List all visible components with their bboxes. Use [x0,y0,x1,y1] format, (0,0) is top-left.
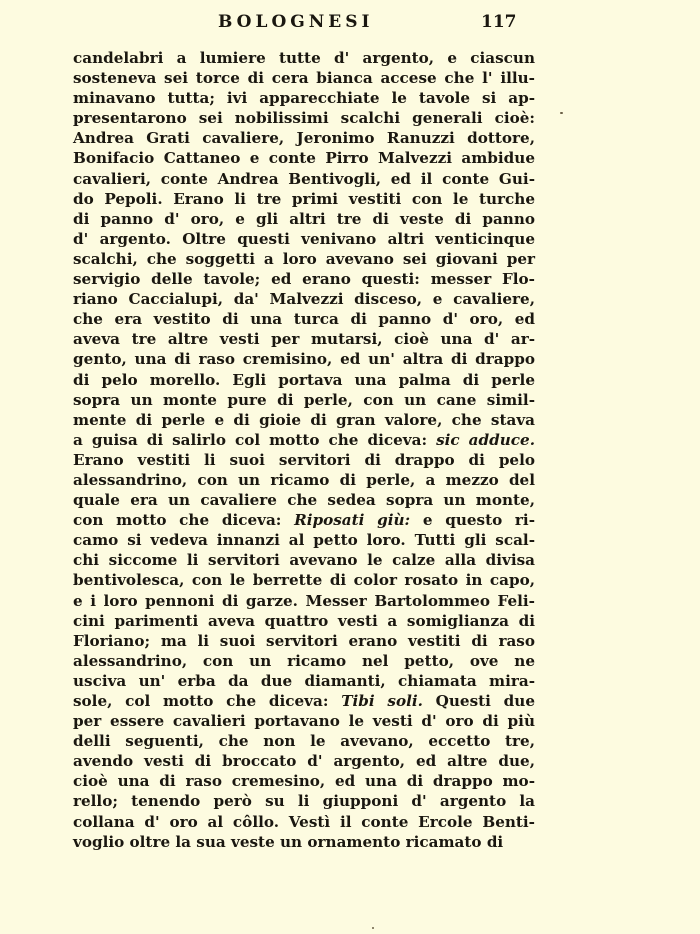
text-line [73,450,535,470]
line-text: delli seguenti, che non le avevano, eccetto tre, [73,732,535,751]
text-line [73,329,535,349]
running-title: BOLOGNESI [218,12,374,32]
line-text: cioè una di raso cremesino, ed una di drappo mo- [73,772,535,791]
page-number: 117 [481,12,517,32]
text-line [73,390,535,410]
italic-motto: Riposati giù: [294,511,411,530]
line-text: bentivolesca, con le berrette di color rosato in capo, [73,571,535,590]
text-line [73,832,535,852]
line-text: voglio oltre la sua veste un ornamento ricamato di [73,832,504,851]
line-text: quale era un cavaliere che sedea sopra un monte, [73,491,535,510]
line-text: scalchi, che soggetti a loro avevano sei giovani per [73,249,535,268]
text-line [73,651,535,671]
line-text: usciva un' erba da due diamanti, chiamata mira- [73,671,535,690]
text-line [73,68,535,88]
line-text: chi siccome li servitori avevano le calze alla divisa [73,551,535,570]
text-line [73,691,535,711]
line-text: alessandrino, con un ricamo di perle, a mezzo del [73,470,535,489]
text-line [73,209,535,229]
line-text: servigio delle tavole; ed erano questi: messer Flo- [73,270,535,289]
text-line [73,812,535,832]
line-text: sosteneva sei torce di cera bianca accese che l' illu- [73,69,535,88]
text-line [73,591,535,611]
line-text: avendo vesti di broccato d' argento, ed altre due, [73,752,535,771]
line-text: Erano vestiti li suoi servitori di drappo di pelo [73,450,535,469]
text-line [73,269,535,289]
text-line [73,490,535,510]
text-line [73,148,535,168]
line-text: presentarono sei nobilissimi scalchi generali cioè: [73,109,535,128]
text-line [73,751,535,771]
line-text: di pelo morello. Egli portava una palma di perle [73,370,535,389]
text-line [73,470,535,490]
text-line [73,430,535,450]
text-line [73,309,535,329]
line-text: rello; tenendo però su li giupponi d' argento la [73,792,535,811]
line-text: camo si vedeva innanzi al petto loro. Tutti gli scal- [73,531,535,550]
page-header [0,12,700,38]
print-speck [372,927,374,929]
line-text: che era vestito di una turca di panno d' oro, ed [73,310,535,329]
text-line [73,631,535,651]
line-text: e i loro pennoni di garze. Messer Bartolommeo Feli- [73,591,535,610]
text-line [73,169,535,189]
text-line [73,711,535,731]
print-speck [560,112,563,114]
text-line [73,349,535,369]
line-text: aveva tre altre vesti per mutarsi, cioè una d' ar- [73,330,535,349]
text-line [73,410,535,430]
text-line [73,771,535,791]
text-line [73,48,535,68]
text-line [73,249,535,269]
text-line [73,88,535,108]
text-line [73,289,535,309]
line-text: sole, col motto che diceva: [73,692,342,710]
line-text: per essere cavalieri portavano le vesti d' oro di più [73,712,535,731]
line-text: Bonifacio Cattaneo e conte Pirro Malvezzi ambidue [73,149,535,168]
line-text: sopra un monte pure di perle, con un cane simil- [73,390,535,409]
line-text: candelabri a lumiere tutte d' argento, e ciascun [73,49,535,67]
text-line [73,128,535,148]
line-text: e questo ri- [410,511,536,530]
body-text [73,48,535,852]
text-line [73,671,535,691]
text-line [73,550,535,570]
line-text: gento, una di raso cremisino, ed un' altra di drappo [73,350,535,369]
line-text: a guisa di salirlo col motto che diceva: [73,430,437,449]
line-text: cavalieri, conte Andrea Bentivogli, ed il conte Gui- [73,169,535,188]
line-text: riano Caccialupi, da' Malvezzi disceso, e cavaliere, [73,290,535,309]
text-line [73,791,535,811]
line-text: con motto che diceva: [73,511,295,530]
text-line [73,229,535,249]
text-line [73,611,535,631]
line-text: cini parimenti aveva quattro vesti a somiglianza di [73,611,535,630]
text-line [73,108,535,128]
line-text: Questi due [422,692,535,710]
text-line [73,530,535,550]
text-line [73,189,535,209]
italic-motto: sic adduce. [436,430,535,449]
line-text: Andrea Grati cavaliere, Jeronimo Ranuzzi dottore, [73,129,535,148]
line-text: minavano tutta; ivi apparecchiate le tavole si ap- [73,89,535,108]
line-text: mente di perle e di gioie di gran valore, che stava [73,410,535,429]
line-text: d' argento. Oltre questi venivano altri venticinque [73,229,535,248]
text-line [73,570,535,590]
text-line [73,731,535,751]
line-text: di panno d' oro, e gli altri tre di veste di panno [73,209,535,228]
line-text: Floriano; ma li suoi servitori erano vestiti di raso [73,631,535,650]
text-line [73,510,535,530]
line-text: do Pepoli. Erano li tre primi vestiti con le turche [73,189,535,208]
line-text: alessandrino, con un ricamo nel petto, ove ne [73,651,535,670]
line-text: collana d' oro al côllo. Vestì il conte Ercole Benti- [73,812,535,831]
text-line [73,370,535,390]
italic-motto: Tibi soli. [341,692,423,710]
